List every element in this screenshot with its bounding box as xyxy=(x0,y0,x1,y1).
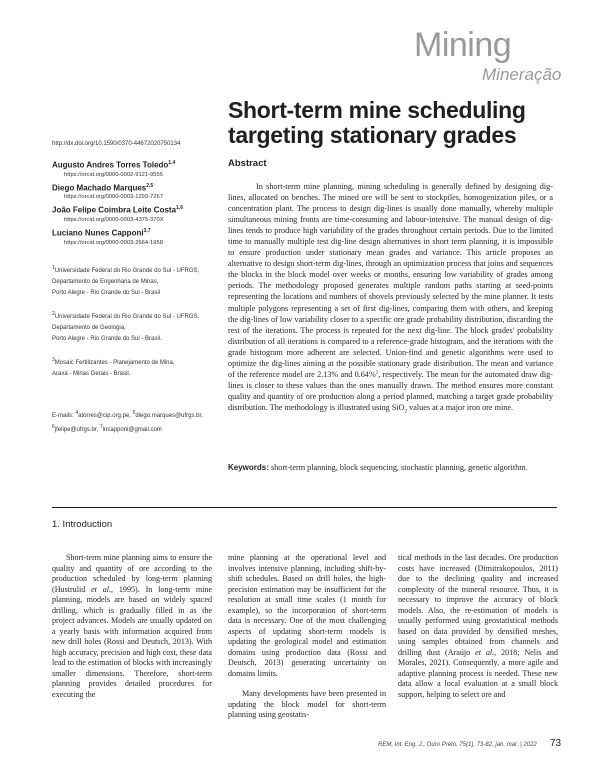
body-column-1: Short-term mine planning aims to ensure the quality and quantity of ore according to the production scheduled by long-term planning (Hustrulid et al., 1995). In long-term mine planning, models are based on widely spaced drilling, which is gradually filled in as the project advances. Models are usually updated on a yearly basis with information acquired from new drill holes (Rossi and Deutsch, 2013). With high accuracy, precision and high cost, these data lead to the estimation of blocks with increasingly smaller dimensions. Therefore, short-term planning provides detailed procedures for executing the xyxy=(52,553,213,699)
orcid-link[interactable]: https://orcid.org/0000-0002-9121-9555 xyxy=(64,171,163,178)
author-name: Diego Machado Marques$^{2,5}$ xyxy=(52,182,154,193)
author-name: Augusto Andres Torres Toledo$^{1,4}$ xyxy=(52,160,176,170)
body-column-3: tical methods in the last decades. Ore production costs have increased (Dimitrakopoulos, 2011) due to the declining quality and increased complexity of the mineral resource. Thus, it is necessary to improve the accuracy of block models. Also, the re-estimation of models is usually performed using geostatistical methods based on data provided by densified meshes, using samples obtained from channels and drilling dust (Araújo et al., 2018; Nelis and Morales, 2021). Consequently, a more agile and adaptive planning process is needed. These new data allow a local evaluation at a small block support, helping to select ore and xyxy=(398,553,558,699)
orcid-link[interactable]: https://orcid.org/0000-0003-4375-370X xyxy=(64,216,164,223)
section-title: Mining xyxy=(414,26,512,64)
page-number: 73 xyxy=(550,738,562,749)
affiliation: $^3$Mosaic Fertilizantes - Planejamento de Mina, Araxá - Minas Gerais - Brasil. xyxy=(52,357,175,377)
author-name: Luciano Nunes Capponi$^{3,7}$ xyxy=(52,227,151,238)
affiliation-list xyxy=(52,263,217,390)
keywords: Keywords: short-term planning, block sequencing, stochastic planning, genetic algorithm. xyxy=(228,463,528,472)
orcid-link[interactable]: https://orcid.org/0000-0003-1293-7267 xyxy=(64,194,163,201)
section-divider xyxy=(52,507,557,508)
affiliation: $^1$Universidade Federal do Rio Grande do Sul - UFRGS, Departamento de Engenharia de Minas, Porto Alegre - Rio Grande do Sul - Brasil xyxy=(52,265,200,296)
author-list xyxy=(52,158,217,249)
article-title-line-1: Short-term mine scheduling xyxy=(228,97,526,123)
journal-footer: REM, Int. Eng. J., Ouro Preto, 75(1), 73-82, jan. mar. | 2022 xyxy=(378,742,537,748)
section-subtitle: Mineração xyxy=(482,65,562,84)
email-list: E-mails: $^4$atorres@cip.org.pe, $^5$diego.marques@ufrgs.br, $^6$jfelipe@ufrgs.br, $^7$lncapponi@gmail.com xyxy=(52,410,203,433)
orcid-link[interactable]: https://orcid.org/0000-0003-2664-1958 xyxy=(64,239,163,246)
doi-link[interactable]: http://dx.doi.org/10.1590/0370-44672020750134 xyxy=(52,141,181,147)
affiliation: $^2$Universidade Federal do Rio Grande do Sul - UFRGS, Departamento de Geologia, Porto Alegre - Rio Grande do Sul - Brasil. xyxy=(52,311,200,342)
abstract-heading: Abstract xyxy=(228,158,267,169)
article-title-line-2: targeting stationary grades xyxy=(228,122,517,148)
email-link[interactable]: atorres@cip.org.pe xyxy=(78,413,130,419)
article-title xyxy=(228,98,568,148)
introduction-heading: 1. Introduction xyxy=(52,519,113,530)
body-column-2: mine planning at the operational level and involves intensive planning, including shift-by-shift schedules. Based on drill holes, the high-precision estimation may be insufficient for the resolution at small time scales (1 month for example), so the incorporation of short-term data is necessary. One of the most challenging aspects of updating short-term models is updating the geological model and estimation domains using production data (Rossi and Deutsch, 2013) generating uncertainty on domains limits. Many developments have been presented in updating the block model for short-term planning using geostatis- xyxy=(228,553,386,719)
author-name: João Felipe Coimbra Leite Costa$^{1,6}$ xyxy=(52,205,183,215)
abstract-text: In short-term mine planning, mining scheduling is generally defined by designing dig-lines, allocated on benches. The mined ore will be sent to stockpiles, homogenization piles, or a concentration plant. The process to design dig-lines is usually done manually, whereby multiple simultaneous mining fronts are time-consuming and labour-intensive. The manual design of dig-lines tends to produce high variability of the grades throughout certain periods. Due to the limited time to manually multiple test dig-line design alternatives in short term planning, it is impossible to ensure production under stationary mean grades and variance. This article proposes an alternative to design short-term dig-lines, through an optimization process that joins and sequences the blocks in the block model over weeks or months, ensuring low variability of grades among periods. The methodology proposed generates multiple random paths starting at seed-points representing the locations and numbers of shovels previously selected by the mine planner. It tests multiple polygons representing a set of first dig-lines, comparing them with others, and keeping the dig-lines of low variability closer to a specific ore grade probability distribution, discarding the rest of the iterations. The process is repeated for the next dig-line. The block grades' probability distribution of all iterations is compared to a reference-grade histogram, and the iterations with the grade histogram more adherent are selected. Union-find and genetic algorithms were used to optimize the dig-lines aiming at the possible stationary grade distribution. The mean and variance of the reference model are 2.13% and 0.64%$^2$, respectively. The mean for the automated draw dig-lines is closer to these values than the ones manually drawn. The method ensures more constant quality and quantity of ore production along a period planned, matching a target grade probability distribution. The methodology is illustrated using SiO$_2$ values at a major iron ore mine. xyxy=(228,182,553,415)
email-link[interactable]: lncapponi@gmail.com xyxy=(102,427,162,433)
email-link[interactable]: jfelipe@ufrgs.br xyxy=(54,427,97,433)
email-link[interactable]: diego.marques@ufrgs.br xyxy=(135,413,202,419)
